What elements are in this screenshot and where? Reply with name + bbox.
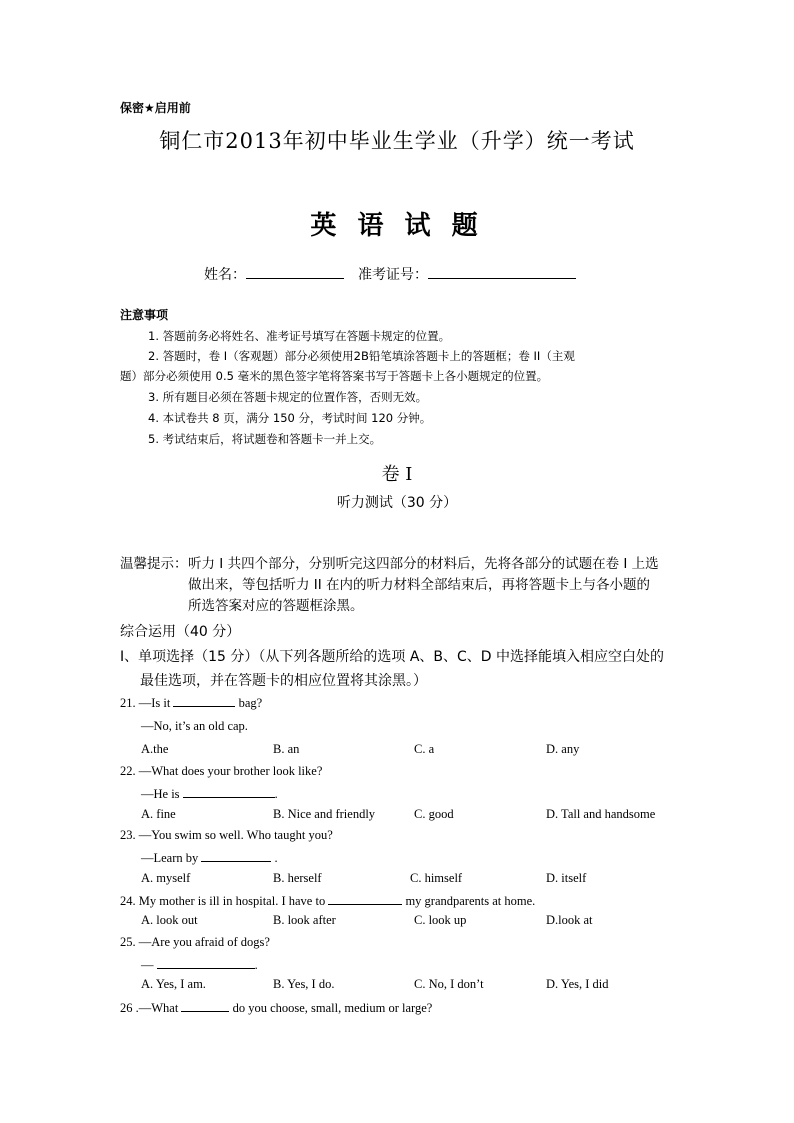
name-label: 姓名： <box>204 267 246 283</box>
question-26-stem: 26 .—What <box>120 1001 179 1015</box>
option-d: D. any <box>546 742 580 756</box>
subject-title: 英 语 试 题 <box>310 211 484 241</box>
confidential-mark: 保密★启用前 <box>120 101 191 115</box>
notice-item: 题）部分必须使用 0.5 毫米的黑色签字笔将答案书写于答题卡上各小题规定的位置。 <box>120 369 549 383</box>
question-21-stem: 21. —Is it <box>120 696 171 710</box>
option-d: D. Yes, I did <box>546 977 609 991</box>
tip-line: 所选答案对应的答题框涂黑。 <box>188 598 364 614</box>
option-c: C. No, I don’t <box>414 977 484 991</box>
option-a: A.the <box>141 742 169 756</box>
question-25-reply <box>141 956 258 973</box>
answer-blank <box>181 999 229 1012</box>
option-c: C. himself <box>410 871 463 885</box>
reply-text: — <box>141 958 154 972</box>
option-b: B. look after <box>273 913 336 927</box>
notice-item: 2. 答题时，卷 I（客观题）部分必须使用2B铅笔填涂答题卡上的答题框；卷 II（主观 <box>148 349 575 363</box>
option-c: C. look up <box>414 913 467 927</box>
option-c: C. a <box>414 742 435 756</box>
question-24-stem: 24. My mother is ill in hospital. I have to <box>120 894 326 908</box>
notice-heading: 注意事项 <box>120 308 169 322</box>
exam-title: 铜仁市2013年初中毕业生学业（升学）统一考试 <box>159 129 635 153</box>
option-a: A. look out <box>141 913 198 927</box>
section-comprehensive: 综合运用（40 分） <box>120 624 241 640</box>
option-a: A. Yes, I am. <box>141 977 206 991</box>
reply-end: . <box>254 958 258 972</box>
option-b: B. Nice and friendly <box>273 807 376 821</box>
section-single-choice-note: 最佳选项，并在答题卡的相应位置将其涂黑。） <box>140 673 427 689</box>
name-blank <box>246 263 344 279</box>
volume-title: 卷 I <box>381 464 413 485</box>
reply-end: . <box>274 851 278 865</box>
answer-blank <box>183 785 275 798</box>
tip-line: 听力 I 共四个部分，分别听完这四部分的材料后，先将各部分的试题在卷 I 上选 <box>188 556 659 572</box>
reply-text: —He is <box>141 787 180 801</box>
option-d: D. Tall and handsome <box>546 807 656 821</box>
option-b: B. an <box>273 742 300 756</box>
notice-item: 3. 所有题目必须在答题卡规定的位置作答，否则无效。 <box>148 390 428 404</box>
reply-text: —Learn by <box>141 851 199 865</box>
question-25-stem: 25. —Are you afraid of dogs? <box>120 935 270 949</box>
question-24-stem-end: my grandparents at home. <box>405 894 536 908</box>
option-b: B. Yes, I do. <box>273 977 335 991</box>
name-field <box>204 263 344 284</box>
option-a: A. fine <box>141 807 176 821</box>
question-26-stem-end: do you choose, small, medium or large? <box>232 1001 433 1015</box>
question-21 <box>120 694 262 711</box>
tip-line: 做出来，等包括听力 II 在内的听力材料全部结束后，再将答题卡上与各小题的 <box>188 577 651 593</box>
id-field <box>358 263 576 284</box>
option-d: D.look at <box>546 913 593 927</box>
answer-blank <box>173 694 235 707</box>
answer-blank <box>201 849 271 862</box>
id-label: 准考证号： <box>358 267 428 283</box>
notice-item: 5. 考试结束后，将试题卷和答题卡一并上交。 <box>148 432 382 446</box>
option-b: B. herself <box>273 871 322 885</box>
notice-item: 4. 本试卷共 8 页，满分 150 分，考试时间 120 分钟。 <box>148 411 432 425</box>
question-22-reply <box>141 785 278 802</box>
answer-blank <box>157 956 255 969</box>
question-26 <box>120 999 432 1016</box>
question-21-reply: —No, it’s an old cap. <box>141 719 248 733</box>
question-24 <box>120 892 535 909</box>
reply-end: . <box>274 787 278 801</box>
section-single-choice: I、单项选择（15 分）（从下列各题所给的选项 A、B、C、D 中选择能填入相应空白处的 <box>120 649 665 665</box>
tip-label: 温馨提示： <box>120 556 188 572</box>
option-d: D. itself <box>546 871 587 885</box>
id-blank <box>428 263 576 279</box>
question-22-stem: 22. —What does your brother look like? <box>120 764 323 778</box>
answer-blank <box>328 892 402 905</box>
notice-item: 1. 答题前务必将姓名、准考证号填写在答题卡规定的位置。 <box>148 329 451 343</box>
option-c: C. good <box>414 807 454 821</box>
question-21-stem-end: bag? <box>238 696 263 710</box>
option-a: A. myself <box>141 871 191 885</box>
question-23-stem: 23. —You swim so well. Who taught you? <box>120 828 333 842</box>
listening-title: 听力测试（30 分） <box>336 495 458 511</box>
question-23-reply <box>141 849 278 866</box>
